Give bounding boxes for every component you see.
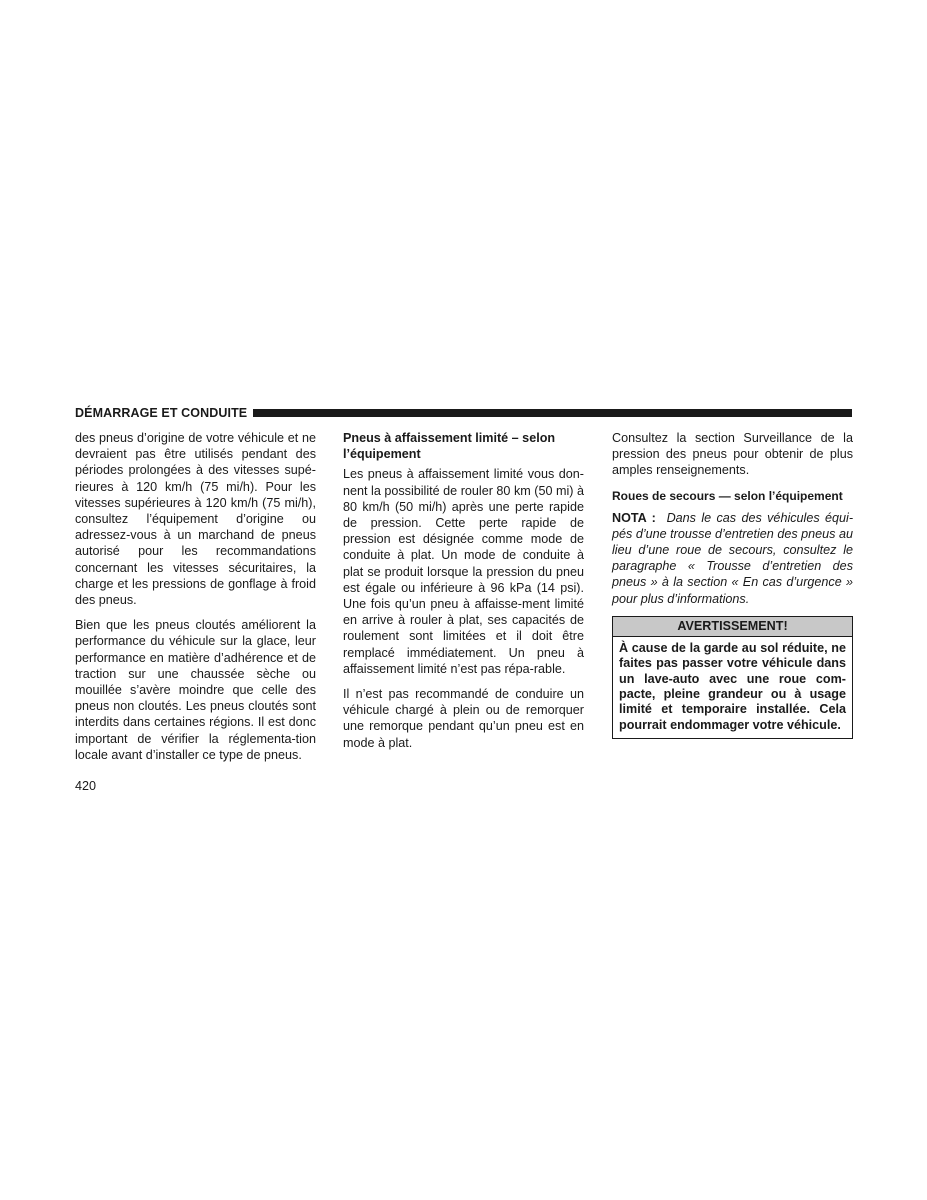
column-left (75, 430, 316, 772)
heading-run-flat: Pneus à affaissement limité – selon l’équipement (343, 431, 556, 462)
paragraph-run-flat: Les pneus à affaissement limité vous don-nent la possibilité de rouler 80 km (50 mi) à 80 km/h (50 mi/h) après une perte rapide de pression. Cette perte rapide de pression est désignée comme mode de conduite à plat. Un mode de conduite à plat se produit lorsque la pression du pneu est égale ou inférieure à 96 kPa (14 psi). Une fois qu’un pneu à affaisse-ment limité en arrive à rouler à plat, ses capacités de roulement sont limitées et il doit être remplacé immédiatement. Un pneu à affaissement limité n’est pas répa-rable. (343, 467, 584, 676)
warning-title: AVERTISSEMENT! (613, 617, 852, 637)
note-label: NOTA : (612, 510, 656, 525)
heading-spare-wheels: Roues de secours — selon l’équipement (612, 488, 843, 503)
paragraph-studded-tires: Bien que les pneus cloutés améliorent la performance du véhicule sur la glace, leur performance en matière d’adhérence et de traction sur une chaussée sèche ou mouillée s’avère moindre que celle des pneus non cloutés. Les pneus cloutés sont interdits dans certaines régions. Il est donc important de vérifier la réglementa-tion locale avant d’installer ce type de pneus. (75, 618, 316, 762)
section-title: DÉMARRAGE ET CONDUITE (75, 406, 253, 420)
page-number: 420 (75, 779, 97, 793)
section-header (75, 406, 852, 420)
note-text: Dans le cas des véhicules équi-pés d’une trousse d’entretien des pneus au lieu d’une roue de secours, consultez le paragraphe « Trousse d’entretien des pneus » à la section « En cas d’urgence » pour plus d’informations. (612, 510, 854, 606)
paragraph-run-flat-load: Il n’est pas recommandé de conduire un véhicule chargé à plein ou de remorquer une remorque pendant qu’un pneu est en mode à plat. (343, 687, 584, 750)
paragraph-tpms-ref: Consultez la section Surveillance de la pression des pneus pour obtenir de plus amples renseignements. (612, 431, 853, 478)
paragraph-speed-rating: des pneus d’origine de votre véhicule et ne devraient pas être utilisés pendant des périodes prolongées à des vitesses supé-rieures à 120 km/h (75 mi/h). Pour les vitesses supérieures à 120 km/h (75 mi/h), consultez l’équipement d’origine ou adressez-vous à un marchand de pneus autorisé pour les recommandations concernant les vitesses sécuritaires, la charge et les pressions de gonflage à froid des pneus. (75, 431, 316, 608)
header-rule (253, 409, 852, 417)
column-middle (343, 430, 584, 760)
column-right (612, 430, 853, 739)
warning-text: À cause de la garde au sol réduite, ne faites pas passer votre véhicule dans un lave-auto avec une roue com-pacte, pleine grandeur ou à usage limité et temporaire installée. Cela pourrait endommager votre véhicule. (619, 641, 846, 732)
note-block (612, 510, 853, 607)
warning-box (612, 616, 853, 739)
